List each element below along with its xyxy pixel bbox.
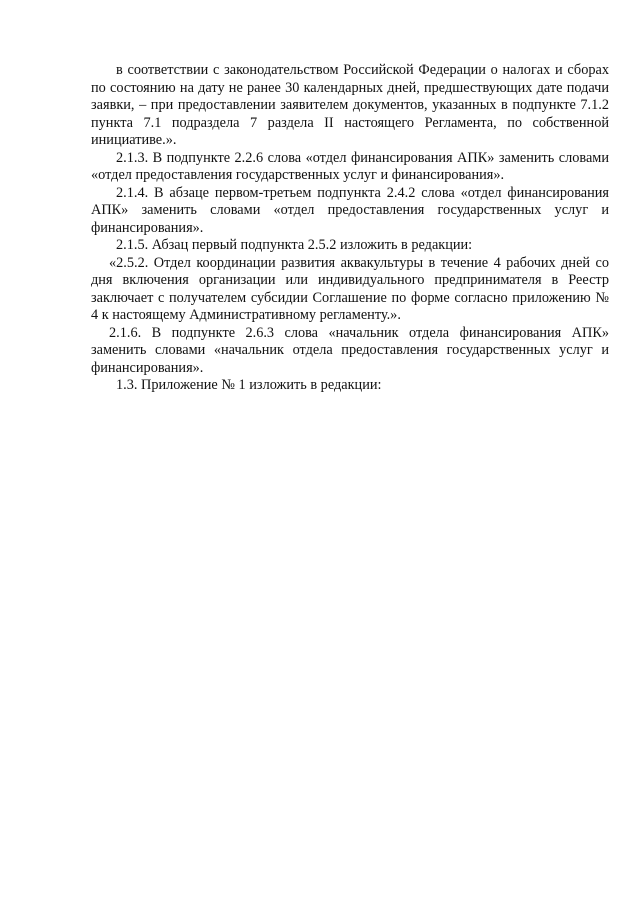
- paragraph-quote-2-5-2: «2.5.2. Отдел координации развития аквакультуры в течение 4 рабочих дней со дня включения организации или индивидуального предпринимателя в Реестр заключает с получателем субсидии Соглашение по форме согласно приложению № 4 к настоящему Административному регламенту.».: [91, 254, 609, 323]
- document-body: [91, 62, 609, 395]
- paragraph-item-2-1-6: 2.1.6. В подпункте 2.6.3 слова «начальник отдела финансирования АПК» заменить словами «начальник отдела предоставления государственных услуг и финансирования».: [91, 324, 609, 376]
- paragraph-continuation: в соответствии с законодательством Российской Федерации о налогах и сборах по состоянию на дату не ранее 30 календарных дней, предшествующих дате подачи заявки, – при предоставлении заявителем документов, указанных в подпункте 7.1.2 пункта 7.1 подраздела 7 раздела II настоящего Регламента, по собственной инициативе.».: [91, 62, 609, 148]
- paragraph-item-2-1-3: 2.1.3. В подпункте 2.2.6 слова «отдел финансирования АПК» заменить словами «отдел предоставления государственных услуг и финансирования».: [91, 149, 609, 183]
- paragraph-item-2-1-5: 2.1.5. Абзац первый подпункта 2.5.2 изложить в редакции:: [116, 237, 473, 253]
- paragraph-item-2-1-4: 2.1.4. В абзаце первом-третьем подпункта 2.4.2 слова «отдел финансирования АПК» заменить словами «отдел предоставления государственных услуг и финансирования».: [91, 184, 609, 236]
- paragraph-item-1-3: 1.3. Приложение № 1 изложить в редакции:: [116, 377, 382, 393]
